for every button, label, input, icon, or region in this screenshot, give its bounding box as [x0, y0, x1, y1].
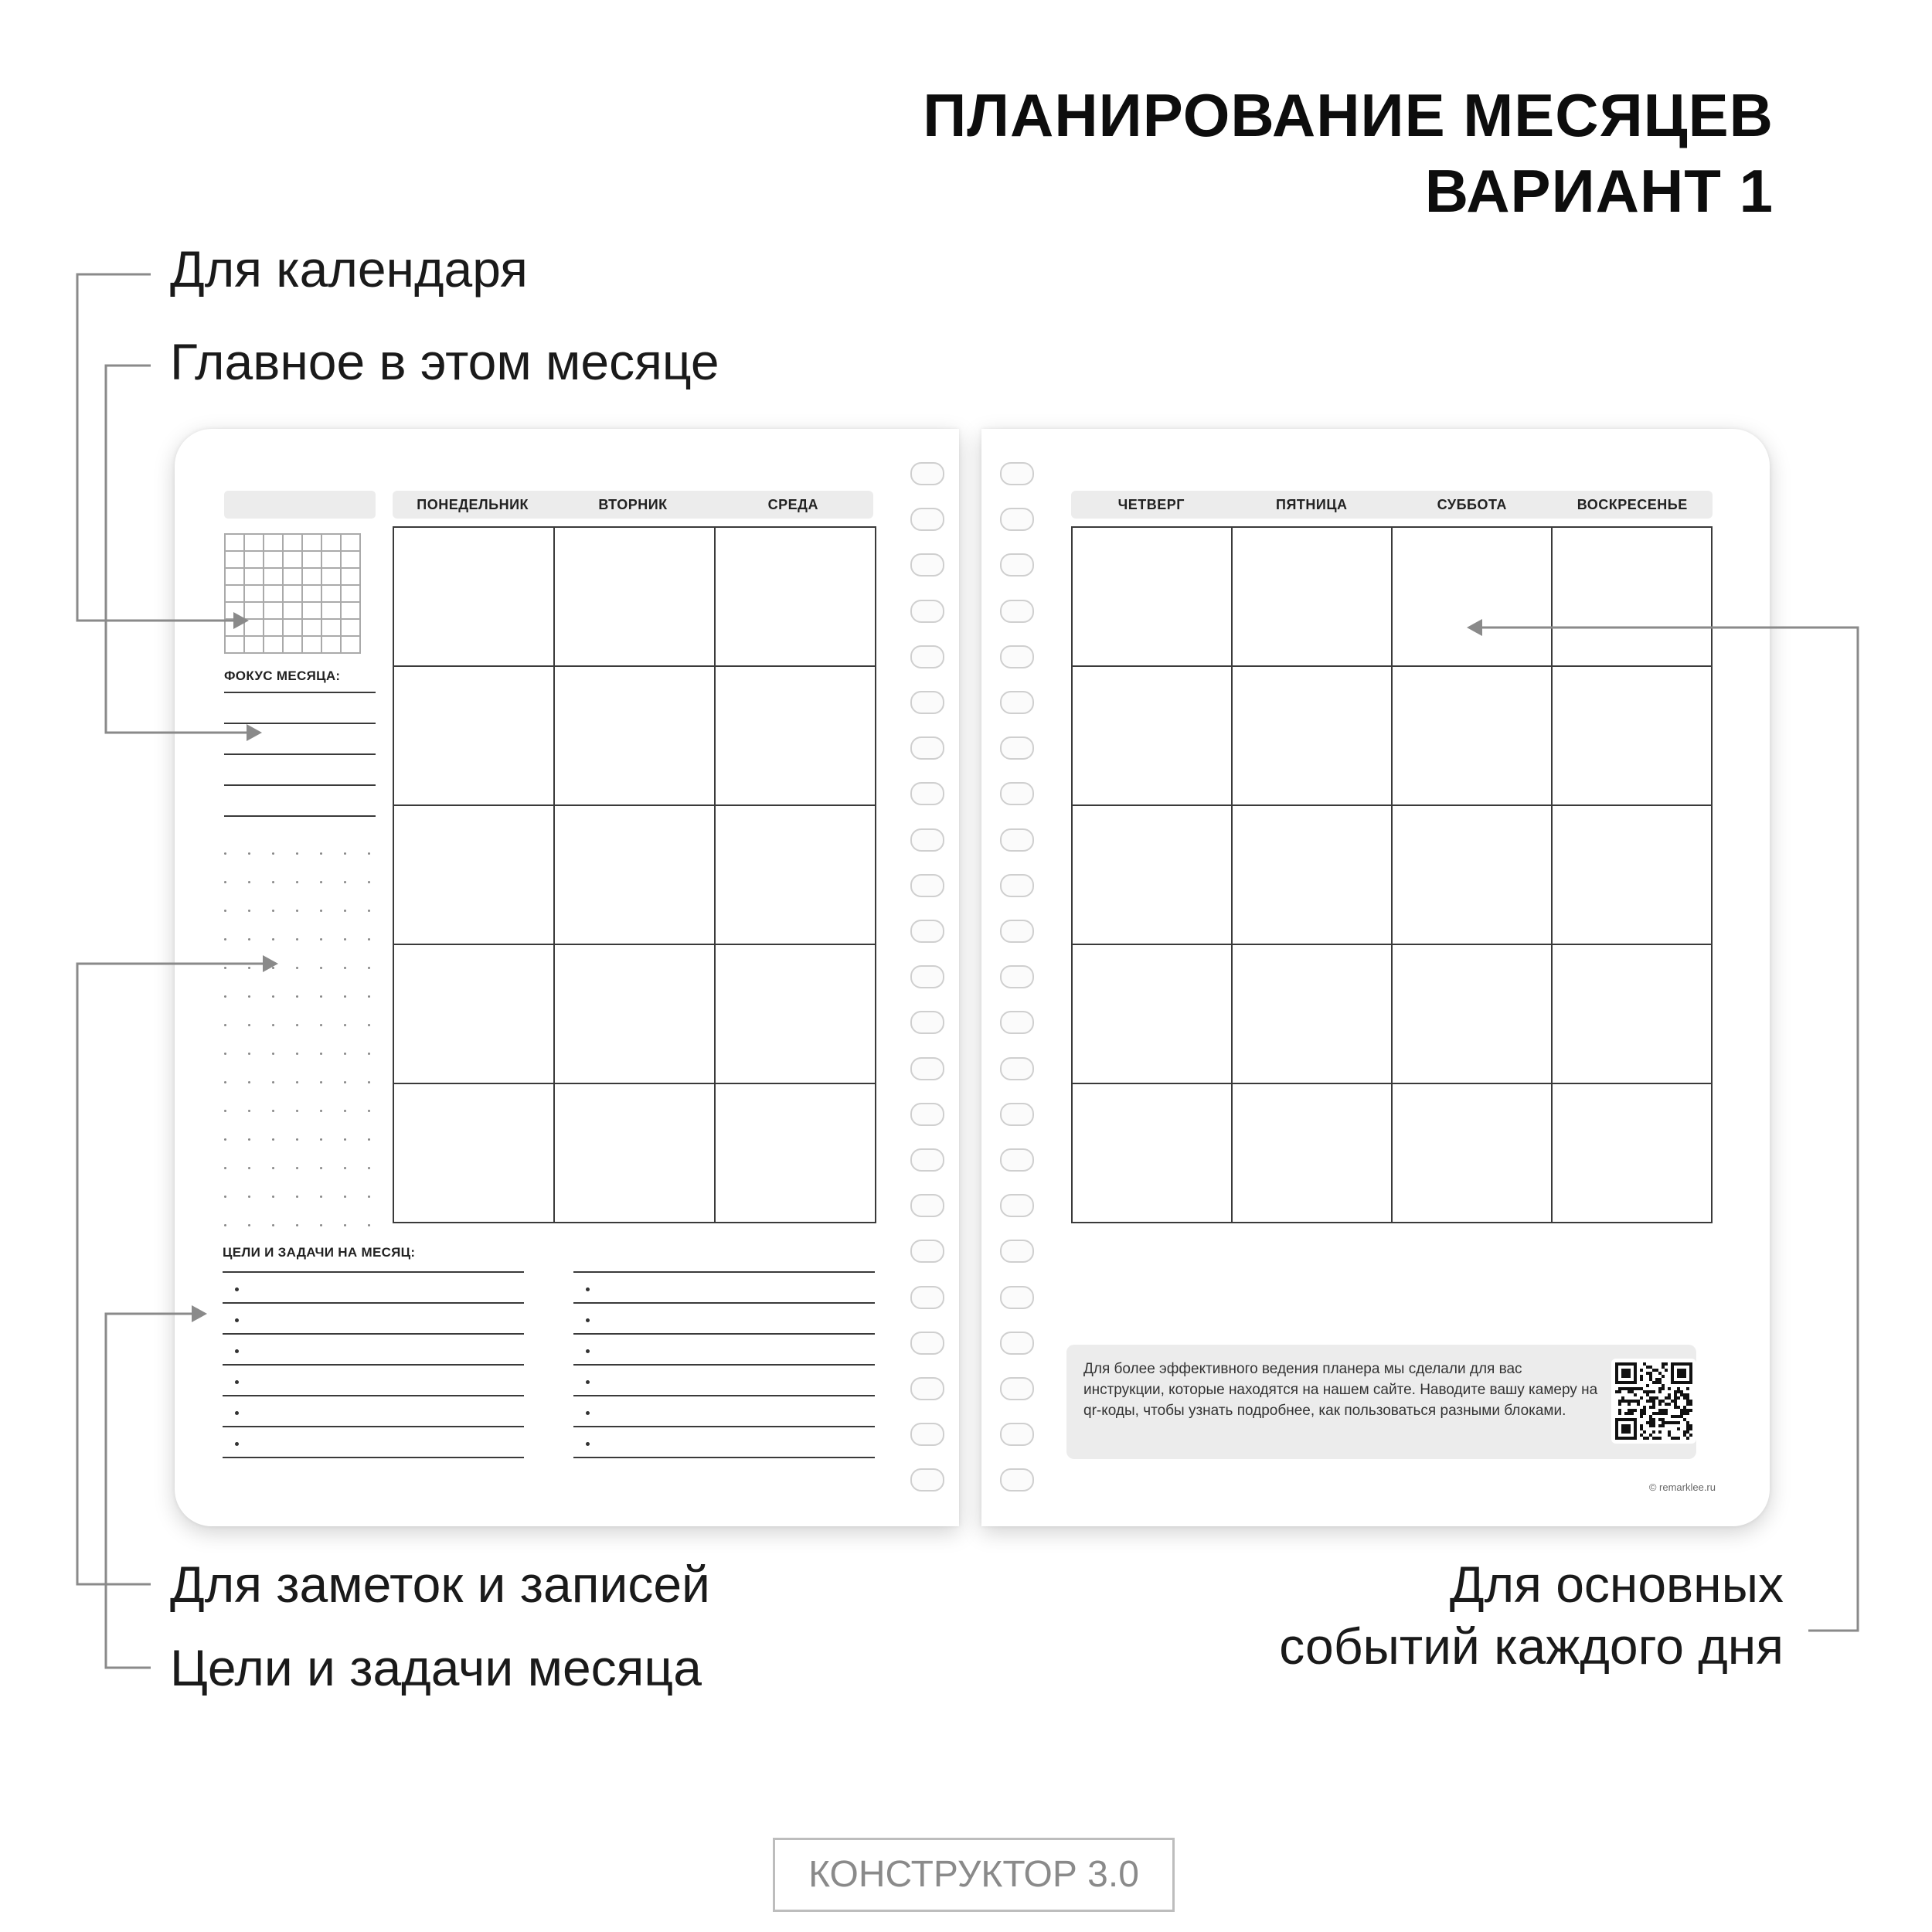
day-label-wednesday: СРЕДА [767, 496, 818, 512]
arrow-right-icon [192, 1305, 207, 1322]
title-line-1: ПЛАНИРОВАНИЕ МЕСЯЦЕВ [923, 81, 1774, 149]
day-label-friday: ПЯТНИЦА [1276, 496, 1348, 512]
arrow-right-icon [263, 955, 278, 972]
day-label-tuesday: ВТОРНИК [598, 496, 668, 512]
leader-main-focus [106, 366, 249, 733]
arrow-right-icon [233, 612, 249, 629]
brand-label: КОНСТРУКТОР 3.0 [773, 1838, 1175, 1912]
callout-daily-events-line-1: Для основных [1449, 1556, 1784, 1613]
callout-goals: Цели и задачи месяца [170, 1639, 702, 1696]
day-label-thursday: ЧЕТВЕРГ [1117, 496, 1185, 512]
goals-label: ЦЕЛИ И ЗАДАЧИ НА МЕСЯЦ: [223, 1245, 416, 1260]
callout-main-focus: Главное в этом месяце [170, 333, 719, 390]
arrow-left-icon [1467, 619, 1482, 636]
day-label-monday: ПОНЕДЕЛЬНИК [417, 496, 529, 512]
focus-label: ФОКУС МЕСЯЦА: [224, 668, 341, 683]
copyright: © remarklee.ru [1648, 1481, 1716, 1493]
callout-daily-events-line-2: событий каждого дня [1279, 1617, 1784, 1675]
day-label-saturday: СУББОТА [1437, 496, 1507, 512]
title-line-2: ВАРИАНТ 1 [1424, 157, 1774, 225]
callout-daily-events [1279, 1553, 1784, 1677]
callout-calendar: Для календаря [170, 240, 528, 298]
instructions-text: Для более эффективного ведения планера мы сделали для вас инструкции, которые находятся на нашем сайте. Наводите вашу камеру на qr-коды, чтобы узнать подробнее, как пользоваться разными блоками. [1083, 1361, 1598, 1419]
leader-calendar [77, 274, 236, 621]
arrow-right-icon [247, 724, 262, 741]
day-label-sunday: ВОСКРЕСЕНЬЕ [1577, 496, 1688, 512]
callout-notes: Для заметок и записей [170, 1556, 710, 1613]
leader-daily-events [1482, 628, 1858, 1631]
